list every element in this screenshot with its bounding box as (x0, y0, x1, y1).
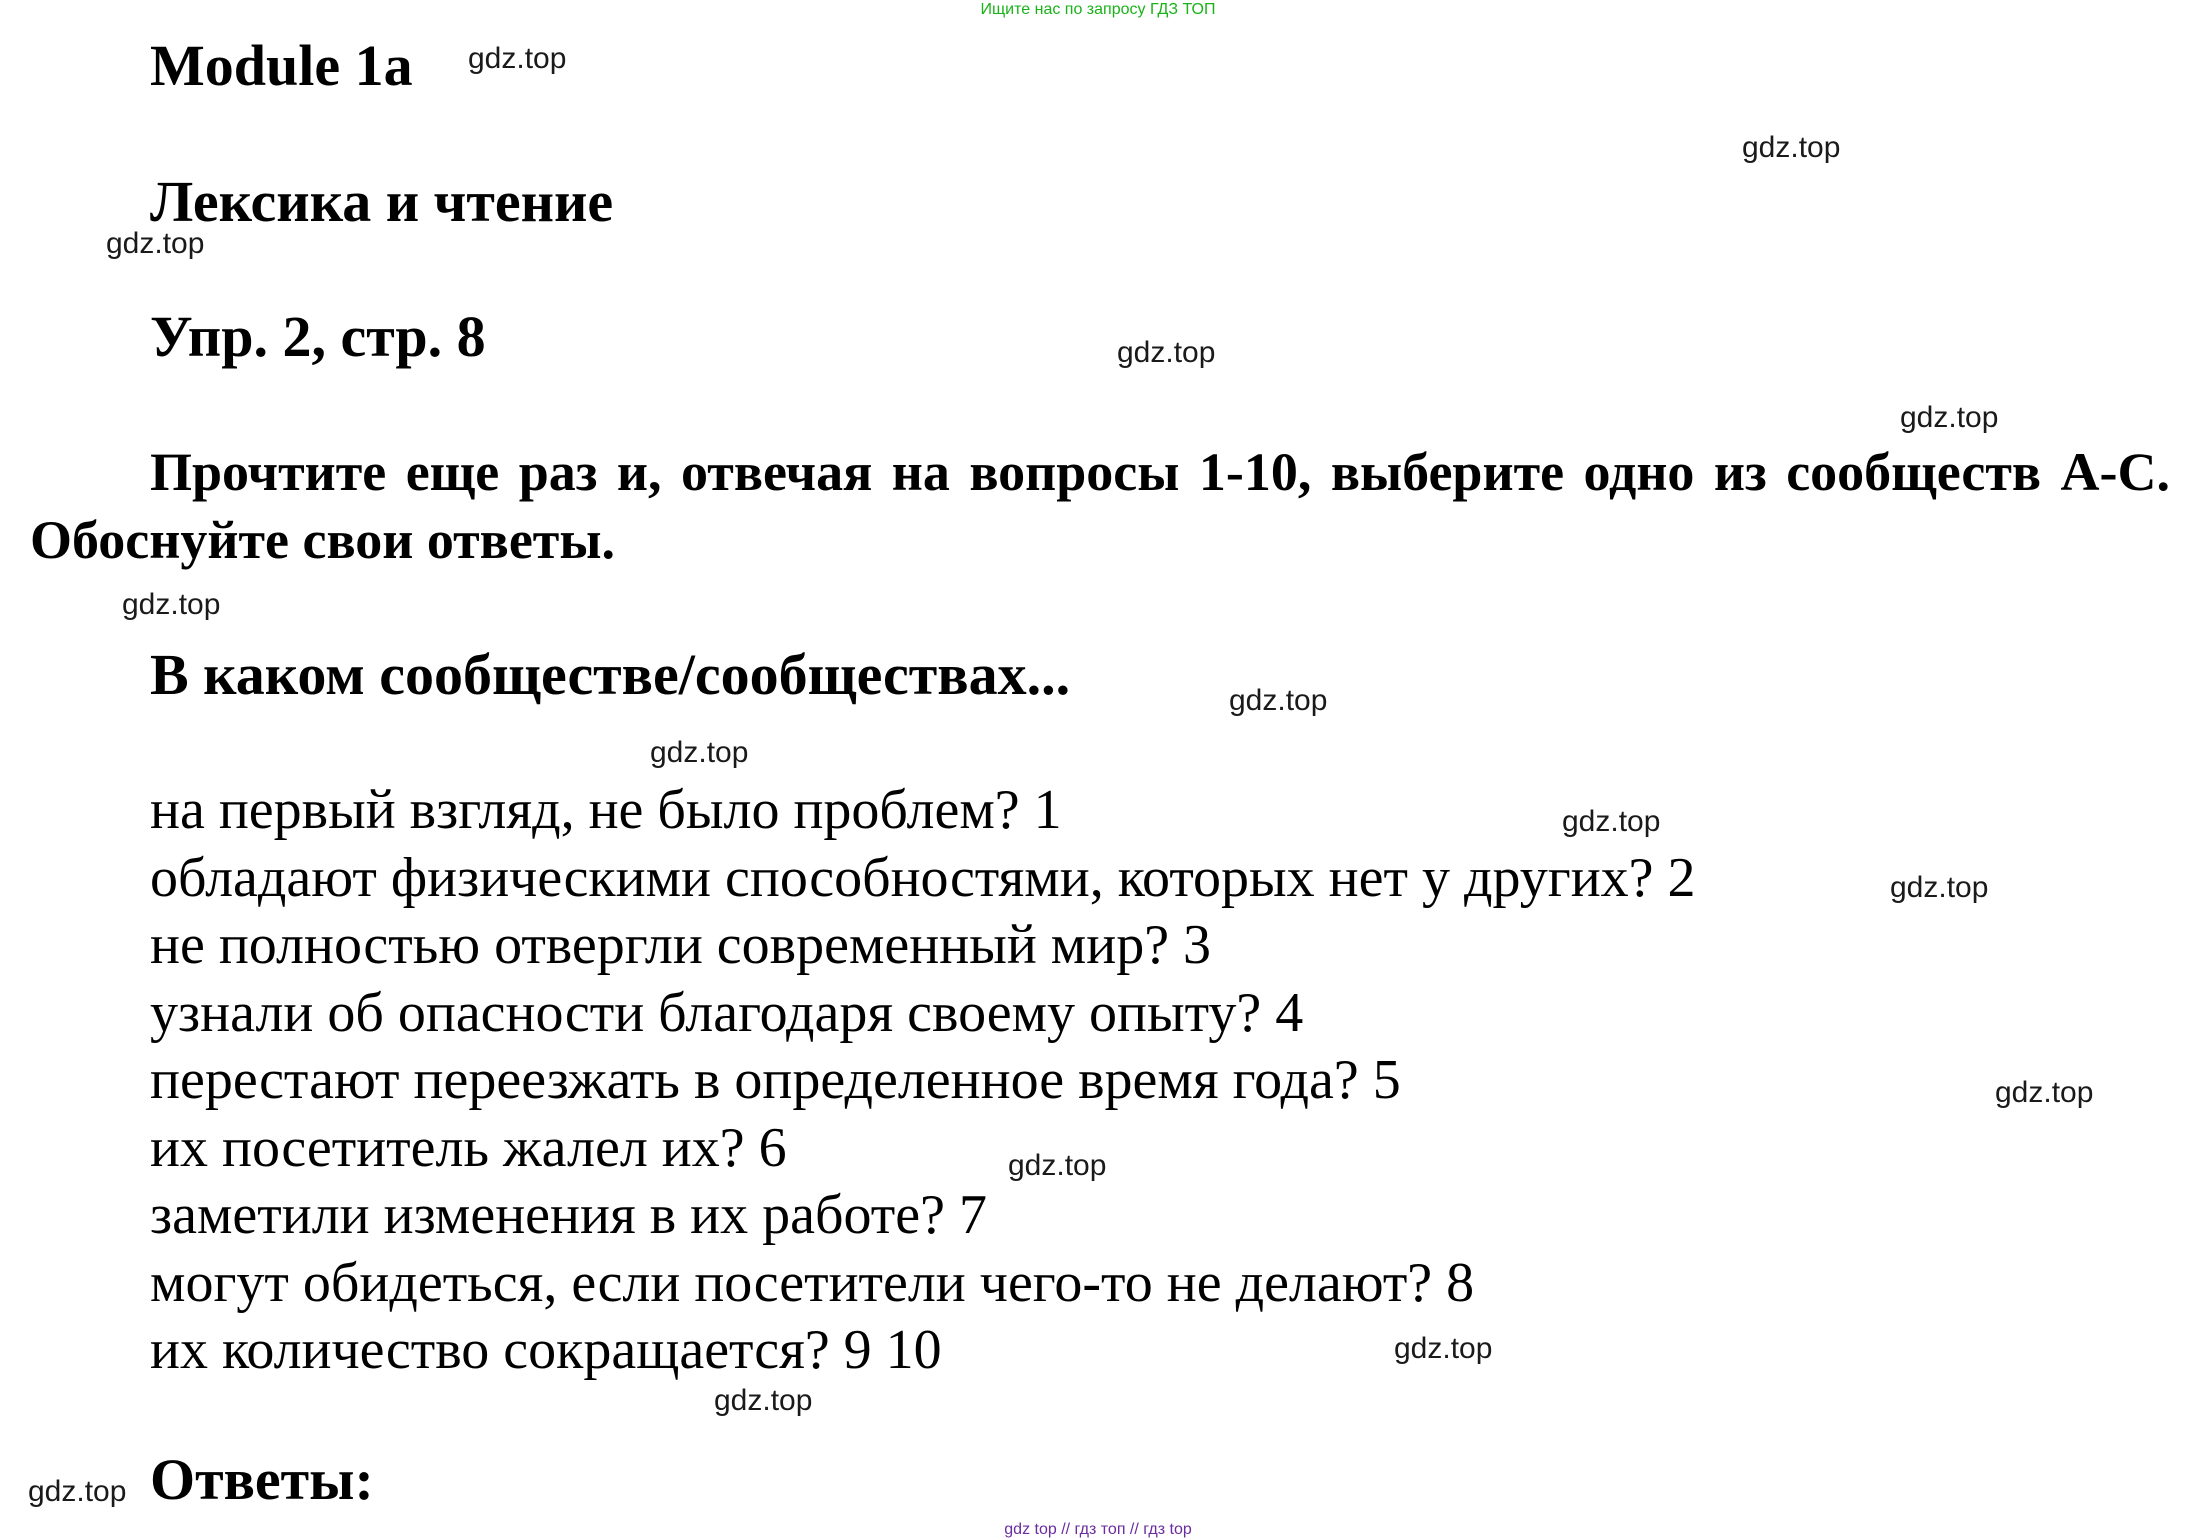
watermark: gdz.top (1394, 1332, 1493, 1365)
question-list (150, 777, 1696, 1385)
watermark: gdz.top (1995, 1076, 2094, 1109)
watermark: gdz.top (106, 227, 205, 260)
task-text: Прочтите еще раз и, отвечая на вопросы 1-10, выберите одно из сообществ А-С. Обоснуйте свои ответы. (30, 442, 2170, 570)
question-item: заметили изменения в их работе? 7 (150, 1184, 987, 1246)
watermark: gdz.top (1117, 336, 1216, 369)
question-stem: В каком сообществе/сообществах... (150, 642, 1071, 707)
question-item: узнали об опасности благодаря своему опыту? 4 (150, 981, 1304, 1044)
top-note: Ищите нас по запросу ГДЗ ТОП (980, 1, 1216, 18)
question-item: обладают физическими способностями, которых нет у других? 2 (150, 846, 1696, 909)
question-item: их количество сокращается? 9 10 (150, 1319, 942, 1381)
question-item: могут обидеться, если посетители чего-то не делают? 8 (150, 1251, 1475, 1314)
exercise-ref: Упр. 2, стр. 8 (150, 304, 486, 369)
watermark: gdz.top (1229, 684, 1328, 717)
watermark: gdz.top (28, 1475, 127, 1508)
watermark: gdz.top (122, 588, 221, 621)
answers-heading: Ответы: (150, 1447, 374, 1512)
watermark: gdz.top (1890, 871, 1989, 904)
question-item: перестают переезжать в определенное время года? 5 (150, 1049, 1401, 1111)
module-title: Module 1a (150, 33, 413, 98)
watermark: gdz.top (1562, 805, 1661, 838)
footer-watermark: gdz top // гдз топ // гдз top (1004, 1521, 1192, 1538)
section-title: Лексика и чтение (150, 169, 614, 234)
watermark: gdz.top (468, 42, 567, 75)
watermark: gdz.top (1008, 1149, 1107, 1182)
watermark: gdz.top (1900, 401, 1999, 434)
question-item: на первый взгляд, не было проблем? 1 (150, 779, 1062, 841)
watermark: gdz.top (714, 1384, 813, 1417)
watermark: gdz.top (650, 736, 749, 769)
question-item: не полностью отвергли современный мир? 3 (150, 914, 1212, 976)
watermark: gdz.top (1742, 131, 1841, 164)
question-item: их посетитель жалел их? 6 (150, 1116, 787, 1179)
